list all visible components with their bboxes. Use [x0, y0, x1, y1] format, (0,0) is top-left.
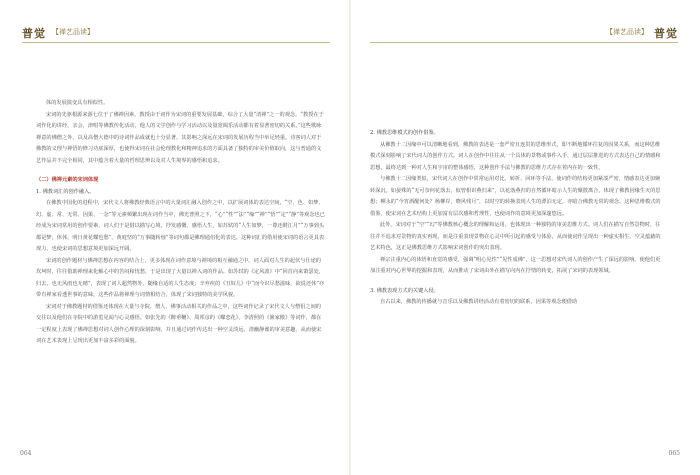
- right-page: [350, 0, 700, 475]
- header-logo: 普觉: [22, 27, 46, 40]
- body-paragraph: 从佛教十二因缘中可以清晰地看到，佛教的表述是一套严密且连贯的思维形式，即不断地循环往复的因果关系，而这种思维模式深刻影响了宋代词人的创作方式。词人在创作中往往从一个具体的景物或事件入手，通过层层推进的方式表达自己的情感和思想，最终达到一种对人生和宇宙的整体感悟，这种创作手法与佛教的思维方式存在着内在的一致性。: [370, 141, 661, 171]
- body-paragraph: 在佛教中国化的进程中，宋代文人将佛教经典语言中的大量词汇融入创作之中，以扩展词体的表达空间，“空、色、如梦、幻、虚、常、无常、因果、一念”等元素频繁出现在词作当中，佛光普照之下，“心”“性”“法”“缘”“禅”“悟”“定”“静”等观念也已经成为宋词常用的创作要素，词人们于是借以描写心境，抒发感慨，感悟人生，如苏轼的“人生如梦，一尊还酹江月”“万事到头都是梦，休休，明日黄花蝶也愁”，黄庭坚的“万事随转烛”等词句都是佛理通俗化的表达。这种词汇的借用使宋词的语言更具表现力，也使宋词的思想意境更加深远开阔。: [36, 200, 325, 252]
- body-paragraph: 宋词的创作题材与佛禅思想在内容的结合上，更多体现在词作意境与禅境的相互融通之中。词人面对人生的起伏与仕途的坎坷时，往往借助禅理来化解心中的苦闷和忧愁，于是出现了大量以禅入词的作品。如苏轼的《定风波》中“回首向来萧瑟处，归去，也无风雨也无晴”，表现了词人超然物外、随缘自适的人生态度；辛弃疾的《丑奴儿》中“而今识尽愁滋味，欲说还休”亦带有禅家看透世事的意味，这些作品将禅理与词情相结合，体现了宋词独特的美学风貌。: [36, 257, 325, 298]
- page-number-right: 065: [668, 450, 680, 457]
- body-paragraph: 宋词对于佛教题材的借鉴还体现在大量与寺院、僧人、佛事活动相关的作品之中，这些词作记录了宋代文人与僧侣之间的交往以及他们在寺院中的游览见闻与心灵感悟。如张先的《醉垂鞭》、周邦彦的《蝶恋花》、李清照的《渔家傲》等词作，都在一定程度上表现了佛禅思想对词人创作心理的深刻影响，并且通过词作传达出一种空灵淡远、清幽静谧的审美意趣，从而使宋词在艺术表现上呈现出更加丰富多彩的面貌。: [36, 303, 322, 344]
- header-series-label: 【禅艺品读】: [52, 28, 94, 36]
- header-logo-right: 普觉: [654, 27, 678, 40]
- page-number-left: 064: [20, 450, 32, 457]
- subsection-heading: 2. 佛教思维模式的创作借鉴。: [370, 130, 439, 136]
- body-paragraph: 自古以来，佛教的传播就与音乐以及佛教讲经活动有着密切的联系，因果等观念便借助: [380, 299, 578, 305]
- body-paragraph: 宋词的先驱根源来源七位于了佛禅因素。教授由于词作为宋词的重要发展基础，综合了大量“清禅”之一的观念，“教授在于词作化的讲经，亲会，津唱等佛教传化活动，他人的文学创作与学习活动以及量宽阔乐活动都有着显著密切的关系。”这些歌咏禅意的佛僧之外，以及高僧大德中的诗词作品成就也十分显著，其影响之深远在宋词的发展历程当中举足轻重。诗客词人对于佛教的义理与禅悟的修习功底深厚，也使得宋词在社会伦理教化和精神追求的方面具备了独特的审美价值取向，这与普通的文艺作品并不完全相同，其中蕴含着大量的哲理思辨以及对人生境界的感悟和追求。: [36, 111, 324, 164]
- header-series-label-right: 【禅艺品读】: [606, 28, 648, 36]
- section-heading: （二）佛禅元素的宋词体现: [36, 177, 99, 183]
- body-paragraph: 体的发展演变具有相似性。: [46, 100, 109, 106]
- header-rule: [22, 42, 330, 43]
- subsection-heading: 3. 佛教表现方式的关键入侵。: [370, 287, 439, 294]
- right-body-text: [370, 128, 662, 458]
- paragraph-gap: [370, 278, 662, 286]
- body-paragraph: 禅宗注重内心的体悟和直觉的感受，强调“明心见性”“见性成佛”，这一思想对宋代词人的创作产生了深远的影响，使他们更加注重对内心世界的挖掘和表现，从而推动了宋词由外在描写向内在抒情的转变，拓展了宋词的表现领域。: [370, 256, 661, 274]
- left-body-text: [36, 98, 326, 458]
- body-paragraph: 与佛教十二因缘类似，宋代词人在创作中常常运用对比、转折、回环等手法，使词作的结构更加紧凑严密，情感表达更加婉转深沉。如晏殊的“无可奈何花落去，似曾相识燕归来”，以花落燕归的自然循环暗示人生的聚散离合，体现了佛教因缘生灭的思想；柳永的“今宵酒醒何处？杨柳岸，晓风残月”，以时空的转换表现人生的漂泊无定，亦暗合佛教无常的观念。这种思维模式的借鉴，使宋词在艺术结构上更加富有层次感和哲理性，也使词作的意境更加深邃悠远。: [370, 176, 661, 217]
- header-rule-right: [370, 42, 678, 43]
- subsection-heading: 1. 佛教词汇的创作融入。: [36, 188, 95, 195]
- paragraph-gap: [36, 167, 326, 175]
- body-paragraph: 此外，宋词对于“空”“幻”等佛教核心概念的理解和运用，也体现出一种独特的审美思维方式。词人们在描写自然景物时，往往并不追求对景物的真实再现，而是注重表现景物在心灵中所引起的感受与体验，从而使词作呈现出一种虚实相生、空灵蕴藉的艺术特色，这正是佛教思维方式影响宋词创作的突出表现。: [370, 222, 661, 251]
